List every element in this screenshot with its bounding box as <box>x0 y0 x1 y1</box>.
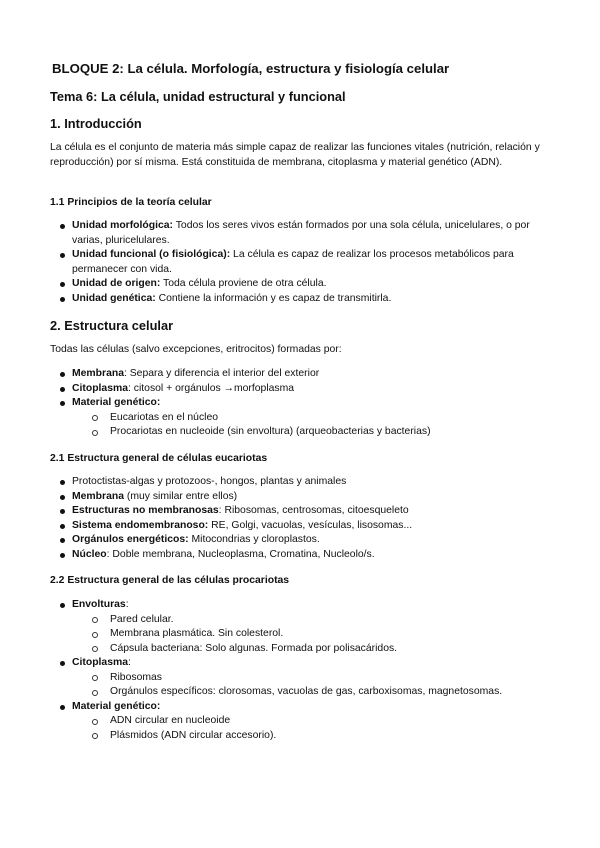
list-item: Orgánulos energéticos: Mitocondrias y cloroplastos. <box>58 533 550 548</box>
list-item: Membrana: Separa y diferencia el interior del exterior <box>58 367 550 382</box>
section-2-heading: 2. Estructura celular <box>50 318 174 333</box>
document-title: BLOQUE 2: La célula. Morfología, estructura y fisiología celular <box>52 61 450 76</box>
sub-list-item: Plásmidos (ADN circular accesorio). <box>72 729 550 744</box>
section-2-1-heading: 2.1 Estructura general de células eucariotas <box>50 453 268 464</box>
sub-list-item: Membrana plasmática. Sin colesterol. <box>72 627 550 642</box>
list-item: Estructuras no membranosas: Ribosomas, centrosomas, citoesqueleto <box>58 504 550 519</box>
section-2-2-heading: 2.2 Estructura general de las células procariotas <box>50 575 290 586</box>
list-item: Citoplasma: Ribosomas Orgánulos específicos: clorosomas, vacuolas de gas, carboxisomas, magnetosomas. <box>58 656 550 700</box>
list-item: Envolturas: Pared celular. Membrana plasmática. Sin colesterol. Cápsula bacteriana: Solo algunas. Formada por polisacáridos. <box>58 598 550 656</box>
sub-list <box>72 714 550 743</box>
list-item: Núcleo: Doble membrana, Nucleoplasma, Cromatina, Nucleolo/s. <box>58 548 550 563</box>
list-item: Protoctistas-algas y protozoos-, hongos, plantas y animales <box>58 475 550 490</box>
sub-list-item: Ribosomas <box>72 671 550 686</box>
sub-list <box>72 613 550 657</box>
section-1-heading: 1. Introducción <box>50 116 142 131</box>
structure-list <box>58 367 550 440</box>
sub-list-item: Cápsula bacteriana: Solo algunas. Formada por polisacáridos. <box>72 642 550 657</box>
sub-list <box>72 671 550 700</box>
intro-paragraph: La célula es el conjunto de materia más simple capaz de realizar las funciones vitales (nutrición, relación y reproducción) por sí misma. Está constituida de membrana, citoplasma y material genético (ADN). <box>50 142 540 168</box>
list-item: Material genético: Eucariotas en el núcleo Procariotas en nucleoide (sin envoltura) (arqueobacterias y bacterias) <box>58 396 550 440</box>
list-item: Membrana (muy similar entre ellos) <box>58 490 550 505</box>
sub-list-item: Procariotas en nucleoide (sin envoltura) (arqueobacterias y bacterias) <box>72 425 550 440</box>
structure-intro: Todas las células (salvo excepciones, eritrocitos) formadas por: <box>50 344 342 355</box>
list-item: Sistema endomembranoso: RE, Golgi, vacuolas, vesículas, lisosomas... <box>58 519 550 534</box>
sub-list <box>72 411 550 440</box>
list-item: Unidad funcional (o fisiológica): La célula es capaz de realizar los procesos metabólicos para permanecer con vida. <box>58 248 550 277</box>
sub-list-item: ADN circular en nucleoide <box>72 714 550 729</box>
eukaryote-list <box>58 475 550 562</box>
list-item: Unidad de origen: Toda célula proviene de otra célula. <box>58 277 550 292</box>
tema-heading: Tema 6: La célula, unidad estructural y funcional <box>50 89 346 104</box>
principles-list <box>58 219 550 306</box>
sub-list-item: Eucariotas en el núcleo <box>72 411 550 426</box>
prokaryote-list <box>58 598 550 743</box>
list-item: Unidad genética: Contiene la información y es capaz de transmitirla. <box>58 292 550 307</box>
list-item: Citoplasma: citosol + orgánulos →morfoplasma <box>58 382 550 397</box>
section-1-1-heading: 1.1 Principios de la teoría celular <box>50 197 212 208</box>
list-item: Material genético: ADN circular en nucleoide Plásmidos (ADN circular accesorio). <box>58 700 550 744</box>
sub-list-item: Orgánulos específicos: clorosomas, vacuolas de gas, carboxisomas, magnetosomas. <box>72 685 550 700</box>
list-item: Unidad morfológica: Todos los seres vivos están formados por una sola célula, unicelulares, o por varias, pluricelulares. <box>58 219 550 248</box>
sub-list-item: Pared celular. <box>72 613 550 628</box>
